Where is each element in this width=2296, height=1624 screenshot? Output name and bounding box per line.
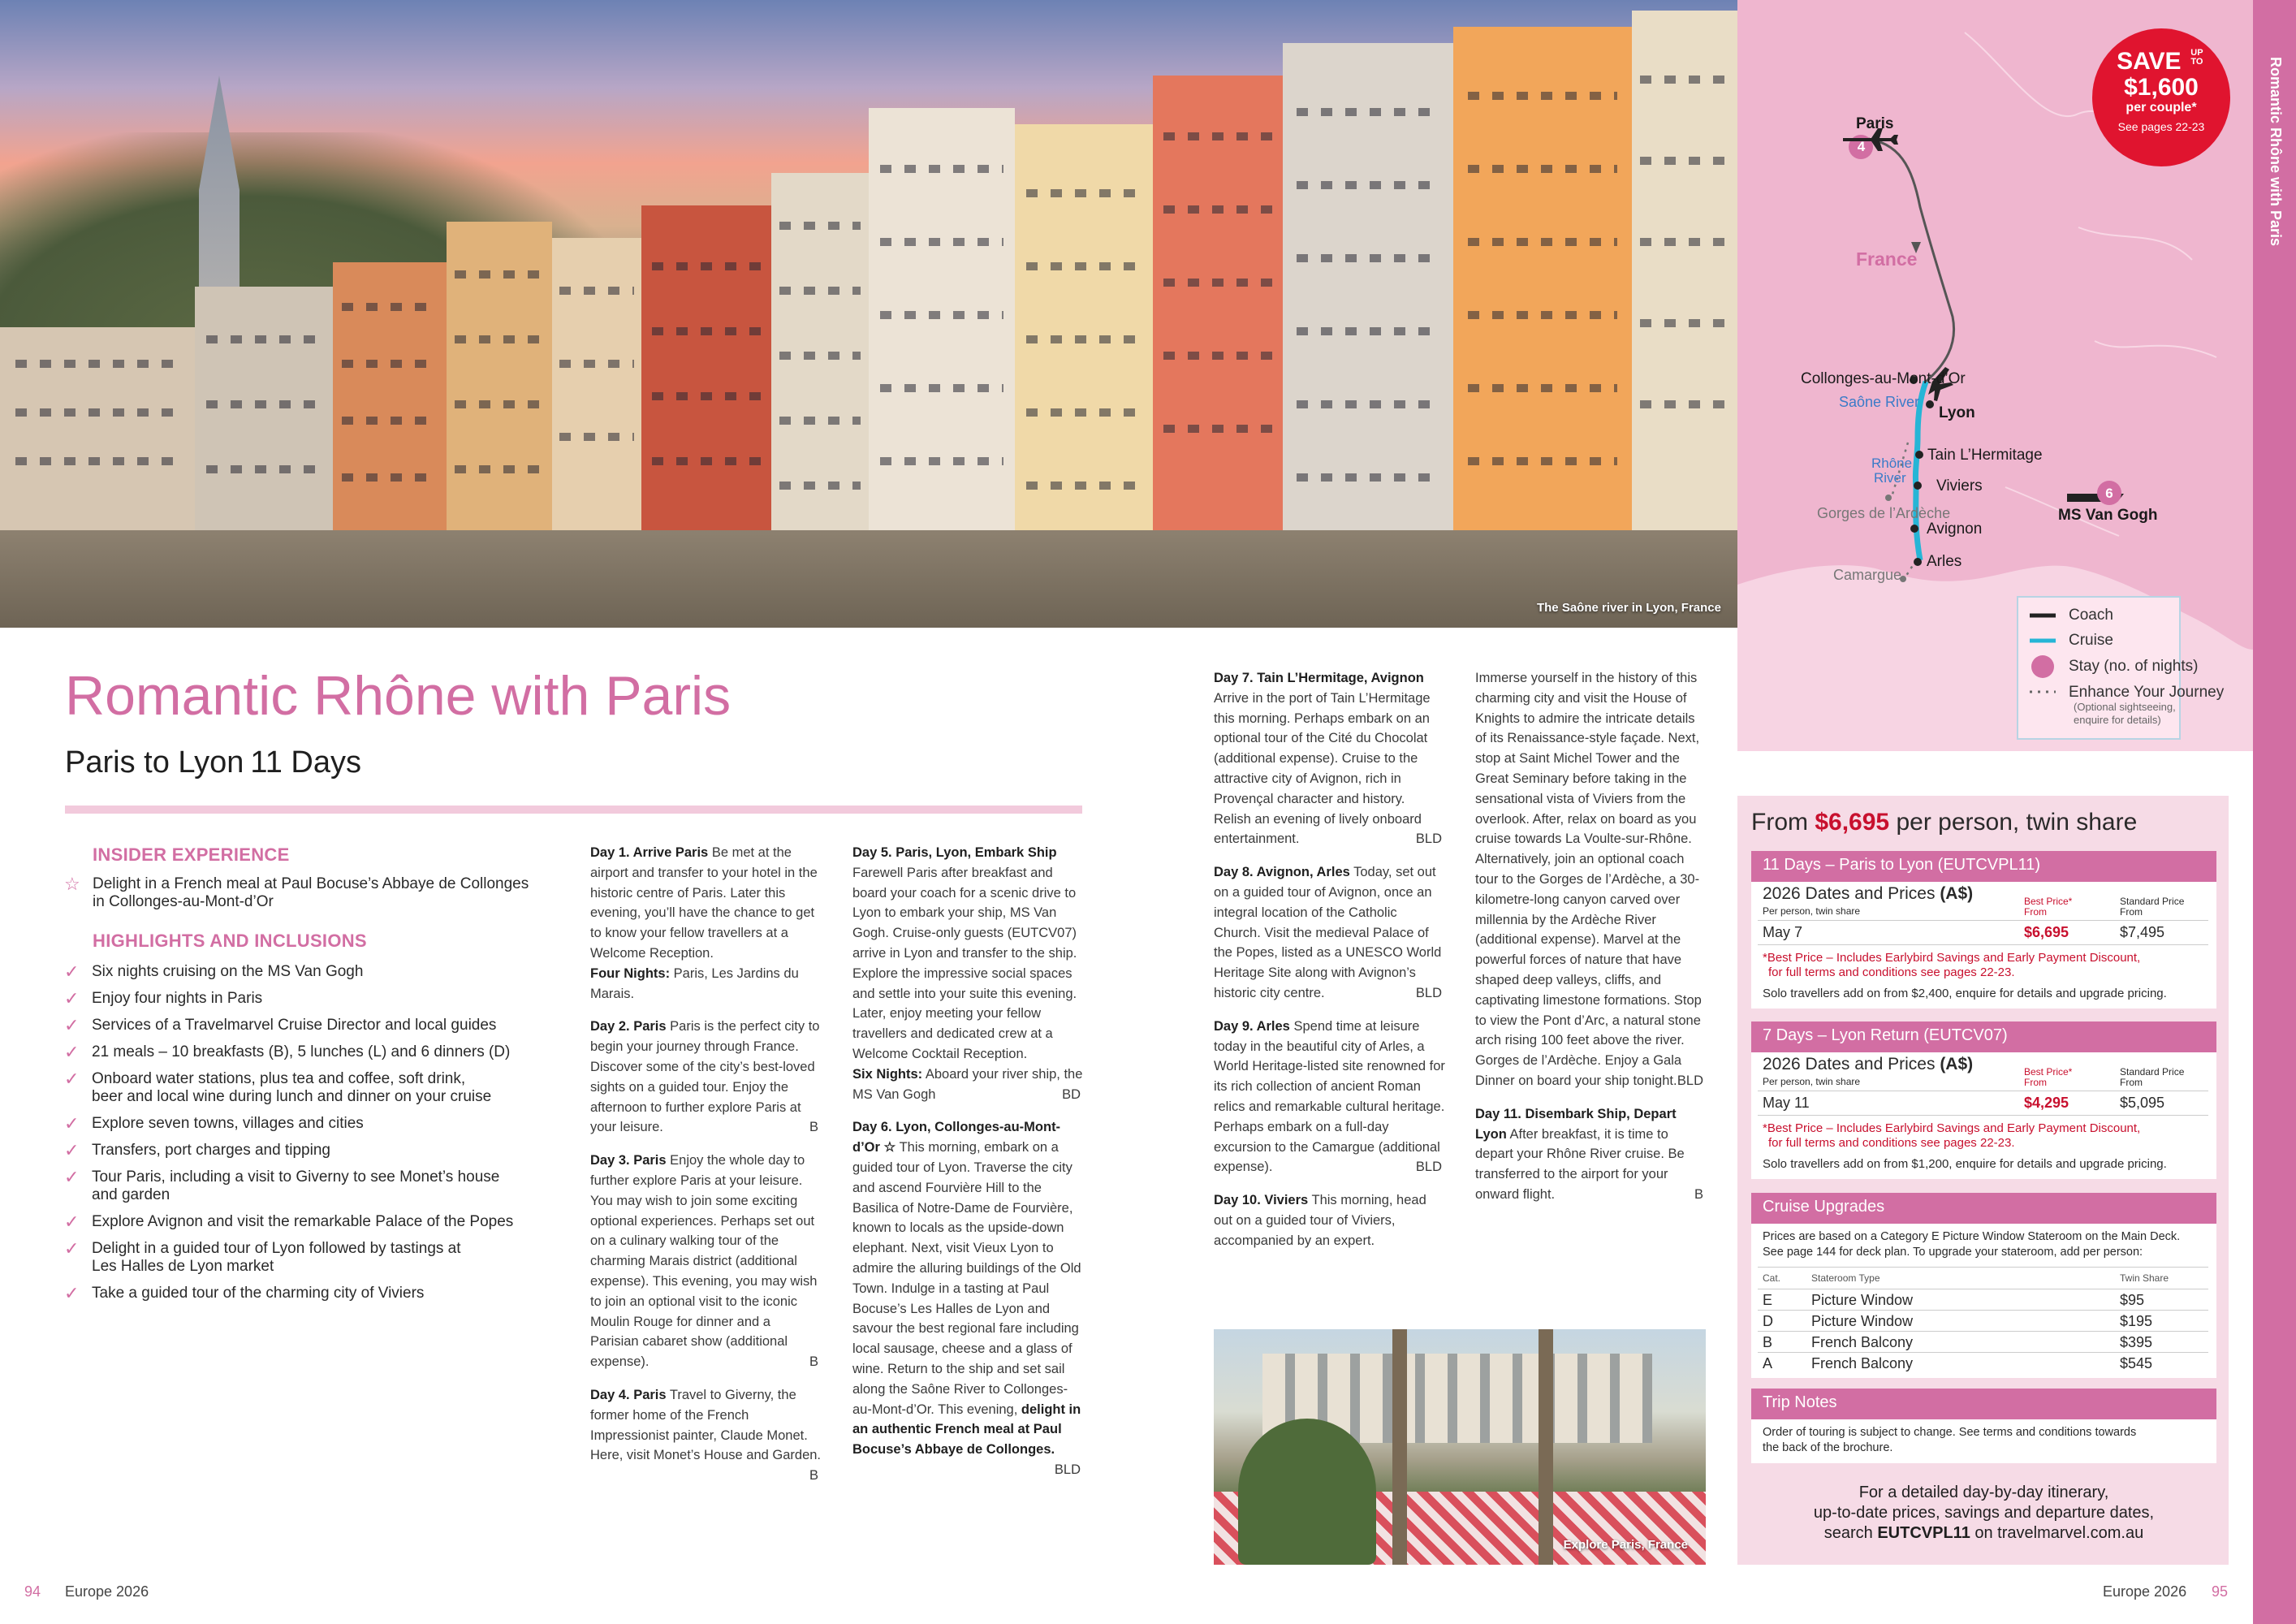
highlight-item: ✓ Take a guided tour of the charming city of Viviers bbox=[64, 1283, 425, 1303]
map-label-france: France bbox=[1856, 248, 1918, 270]
map-label-ship: MS Van Gogh bbox=[2058, 507, 2158, 524]
legend-enhance: Enhance Your Journey bbox=[2069, 684, 2225, 701]
insider-section bbox=[64, 844, 563, 1311]
check-icon: ✓ bbox=[64, 1042, 80, 1062]
trip1-best-from: From bbox=[2024, 906, 2047, 918]
trip2-note2: for full terms and conditions see pages 22-23. bbox=[1768, 1136, 2015, 1150]
trip1-solo: Solo travellers add on from $2,400, enquire for details and upgrade pricing. bbox=[1763, 987, 2167, 1000]
insider-heading: INSIDER EXPERIENCE bbox=[93, 844, 290, 865]
trip1-title: 11 Days – Paris to Lyon (EUTCVPL11) bbox=[1751, 851, 2216, 882]
map-label-rhone: Rhône bbox=[1871, 456, 1913, 471]
trip1-std-price: $7,495 bbox=[2120, 924, 2165, 940]
page-subtitle bbox=[65, 745, 361, 780]
map-label-collonges: Collonges-au-Mont-d’Or bbox=[1801, 370, 1966, 387]
left-page-number: 94 bbox=[24, 1583, 41, 1600]
day-text: This morning, head out on a guided tour of Viviers, accompanied by an expert. bbox=[1214, 1193, 1426, 1248]
trip1-pp: Per person, twin share bbox=[1763, 905, 1861, 917]
trip1-std-from: From bbox=[2120, 906, 2143, 918]
itinerary-col-2 bbox=[852, 843, 1084, 1480]
day-heading: Day 4. Paris bbox=[590, 1387, 667, 1402]
check-icon: ✓ bbox=[64, 1113, 80, 1134]
save-see: See pages 22-23 bbox=[2117, 120, 2205, 133]
map-label-avignon: Avignon bbox=[1927, 520, 1983, 538]
itinerary-col-1 bbox=[590, 843, 822, 1486]
subtitle-route: Paris to Lyon bbox=[65, 745, 244, 780]
itinerary-col-3 bbox=[1214, 668, 1445, 1264]
upgrades-head-type: Stateroom Type bbox=[1811, 1272, 1880, 1284]
check-icon: ✓ bbox=[64, 961, 80, 982]
upgrade-row: B French Balcony $395 bbox=[1758, 1331, 2208, 1352]
right-footer-label: Europe 2026 bbox=[2103, 1583, 2187, 1600]
section-tab-label: Romantic Rhône with Paris bbox=[2268, 57, 2284, 247]
stay-detail: delight in an authentic French meal at Paul Bocuse’s Abbaye de Collonges. bbox=[852, 1402, 1081, 1458]
save-upto: UP TO bbox=[2190, 48, 2203, 67]
map-label-camargue: Camargue bbox=[1833, 567, 1902, 583]
map-label-gorges: Gorges de l’Ardèche bbox=[1817, 505, 1951, 521]
check-icon: ✓ bbox=[64, 1140, 80, 1160]
map-label-river: River bbox=[1874, 470, 1906, 486]
trip1-note1: *Best Price – Includes Earlybird Savings and Early Payment Discount, bbox=[1763, 951, 2141, 965]
highlight-item: ✓ Enjoy four nights in Paris bbox=[64, 988, 263, 1009]
day-text: Farewell Paris after breakfast and board your coach for a scenic drive to Lyon to embark your ship, MS Van Gogh. Cruise-only guests (EUTCV07) arrive in Lyon and transfer to the ship. Explore the impressive social spaces and settle into your suite this evening. Later, enjoy meeting your fellow travellers and dedicated crew at a Welcome Cocktail Reception. bbox=[852, 865, 1077, 1061]
highlight-item: ✓ Onboard water stations, plus tea and coffee, soft drink, beer and local wine during lunch and dinner on your cruise bbox=[64, 1069, 492, 1105]
day-text: Enjoy the whole day to further explore Paris at your leisure. You may wish to join some exciting optional experiences. Perhaps set out on a culinary walking tour of the charming Marais district (additional expense). This evening, you may wish to join an optional visit to the iconic Moulin Rouge for dinner and a Parisian cabaret show (additional expense). bbox=[590, 1153, 818, 1370]
meal-code: BLD bbox=[1415, 831, 1442, 847]
highlight-item: ✓ 21 meals – 10 breakfasts (B), 5 lunches (L) and 6 dinners (D) bbox=[64, 1042, 511, 1062]
from-price: $6,695 bbox=[1815, 809, 1890, 836]
itinerary-col-4 bbox=[1475, 668, 1707, 1218]
upgrades-head-cat: Cat. bbox=[1763, 1272, 1781, 1284]
stay-label: Four Nights: bbox=[590, 965, 671, 981]
day-heading: Day 10. Viviers bbox=[1214, 1193, 1309, 1208]
day-text: Spend time at leisure today in the beautiful city of Arles, a World Heritage-listed site renowned for its rich collection of ancient Roman relics and remarkable cultural heritage. Perhaps embark on a full-day excursion to the Camargue (additional expense). bbox=[1214, 1018, 1445, 1175]
trip1-best-price: $6,695 bbox=[2024, 924, 2069, 940]
upgrade-row: A French Balcony $545 bbox=[1758, 1352, 2208, 1373]
highlight-item: ✓ Transfers, port charges and tipping bbox=[64, 1140, 330, 1160]
itinerary-day bbox=[1214, 668, 1445, 849]
stay-label: Six Nights: bbox=[852, 1066, 923, 1082]
star-icon: ☆ bbox=[64, 874, 80, 894]
highlight-item: ✓ Tour Paris, including a visit to Giverny to see Monet’s house and garden bbox=[64, 1167, 500, 1203]
trip-code: EUTCVPL11 bbox=[1877, 1524, 1970, 1542]
legend-enhance-note2: enquire for details) bbox=[2074, 714, 2161, 726]
save-badge bbox=[2092, 49, 2230, 133]
day-heading: Day 2. Paris bbox=[590, 1019, 667, 1034]
meal-code: B bbox=[809, 1354, 818, 1370]
cafe-caption: Explore Paris, France bbox=[1563, 1538, 1688, 1552]
map-badge-paris: 4 bbox=[1857, 139, 1866, 154]
legend-coach: Coach bbox=[2069, 607, 2113, 624]
day-heading: Day 5. Paris, Lyon, Embark Ship bbox=[852, 845, 1057, 860]
cafe-photo bbox=[1214, 1329, 1706, 1565]
trip2-solo: Solo travellers add on from $1,200, enquire for details and upgrade pricing. bbox=[1763, 1157, 2167, 1171]
trip2-std-from: From bbox=[2120, 1077, 2143, 1088]
meal-code: BLD bbox=[1415, 1160, 1442, 1175]
insider-item: ☆ Delight in a French meal at Paul Bocuse’s Abbaye de Collonges in Collonges-au-Mont-d’Or bbox=[64, 874, 529, 910]
page-title: Romantic Rhône with Paris bbox=[65, 665, 732, 727]
map-label-paris: Paris bbox=[1856, 115, 1894, 132]
check-icon: ✓ bbox=[64, 1069, 80, 1089]
highlight-item: ✓ Delight in a guided tour of Lyon followed by tastings at Les Halles de Lyon market bbox=[64, 1238, 461, 1275]
day-text: After breakfast, it is time to depart your Rhône River cruise. Be transferred to the airport for your onward flight. bbox=[1475, 1126, 1685, 1202]
trip2-best-label: Best Price* bbox=[2024, 1066, 2073, 1078]
trip2-std-label: Standard Price bbox=[2120, 1066, 2185, 1078]
meal-code: BLD bbox=[1054, 1462, 1081, 1477]
save-label: SAVE bbox=[2117, 48, 2182, 75]
trip1-dates-label: 2026 Dates and Prices (A$) bbox=[1763, 884, 1974, 903]
trip1-best-label: Best Price* bbox=[2024, 896, 2073, 907]
subtitle-days: 11 Days bbox=[250, 745, 361, 780]
map-label-lyon: Lyon bbox=[1939, 404, 1975, 421]
upgrades-head-share: Twin Share bbox=[2120, 1272, 2169, 1284]
itinerary-day bbox=[590, 843, 822, 1004]
itinerary-day bbox=[1214, 1017, 1445, 1177]
hero-photo bbox=[0, 0, 1737, 628]
itinerary-day bbox=[1214, 862, 1445, 1004]
trip2-std-price: $5,095 bbox=[2120, 1095, 2165, 1111]
map-label-viviers: Viviers bbox=[1936, 477, 1983, 495]
itinerary-day bbox=[590, 1385, 822, 1484]
upgrades-title: Cruise Upgrades bbox=[1751, 1193, 2216, 1224]
upgrades-rows bbox=[1758, 1289, 2208, 1373]
day-heading: Day 9. Arles bbox=[1214, 1018, 1290, 1034]
meal-code: BLD bbox=[1677, 1073, 1703, 1088]
itinerary-day bbox=[1214, 1190, 1445, 1250]
meal-code: B bbox=[809, 1468, 818, 1484]
notes-line1: Order of touring is subject to change. See terms and conditions towards bbox=[1763, 1426, 2137, 1439]
meal-code: B bbox=[1694, 1186, 1703, 1202]
notes-line2: the back of the brochure. bbox=[1763, 1441, 1893, 1454]
highlight-item: ✓ Services of a Travelmarvel Cruise Director and local guides bbox=[64, 1015, 497, 1035]
check-icon: ✓ bbox=[64, 1212, 80, 1232]
day-text: Paris is the perfect city to begin your journey through France. Discover some of the city’s best-loved sights on a guided tour. Enjoy the afternoon to further explore Paris at your leisure. bbox=[590, 1019, 820, 1135]
map-label-arles: Arles bbox=[1927, 553, 1962, 570]
day-text: Immerse yourself in the history of this charming city and visit the House of Knights to admire the intricate details of its Renaissance-style façade. Next, stop at Saint Michel Tower and the Great Seminary before taking in the sensational vista of Viviers from the overlook. After, relax on board as you cruise towards La Voulte-sur-Rhône. Alternatively, join an optional coach tour to the Gorges de l’Ardèche, a 30-kilometre-long canyon carved over millennia by the Ardèche River (additional expense). Marvel at the powerful forces of nature that have shaped deep valleys, cliffs, and captivating limestone formations. Stop to view the Pont d’Arc, a natural stone arch rising 100 feet above the river. Gorges de l’Ardèche. Enjoy a Gala Dinner on board your ship tonight. bbox=[1475, 671, 1702, 1088]
highlight-item: ✓ Six nights cruising on the MS Van Gogh bbox=[64, 961, 364, 982]
title-rule bbox=[65, 806, 1082, 814]
check-icon: ✓ bbox=[64, 988, 80, 1009]
day-text: Arrive in the port of Tain L’Hermitage this morning. Perhaps embark on an optional tour of the Cité du Chocolat (additional expense). Cruise to the attractive city of Avignon, rich in Provençal character and history. Relish an evening of lively onboard entertainment. bbox=[1214, 690, 1431, 847]
highlight-item: ✓ Explore Avignon and visit the remarkable Palace of the Popes bbox=[64, 1212, 514, 1232]
day-text: This morning, embark on a guided tour of Lyon. Traverse the city and ascend Fourvière Hill to the Basilica of Notre-Dame de Fourvière, known to locals as the upside-down elephant. Next, visit Vieux Lyon to admire the alluring buildings of the Old Town. Indulge in a tasting at Paul Bocuse’s Les Halles de Lyon and savour the best regional fare including local sausage, cheese and a glass of wine. Return to the ship and set sail along the Saône River to Collonges-au-Mont-d’Or. This evening, bbox=[852, 1140, 1081, 1417]
itinerary-day bbox=[852, 1117, 1084, 1477]
day-heading: Day 11. Disembark Ship, Depart Lyon bbox=[1475, 1106, 1677, 1142]
upgrade-row: E Picture Window $95 bbox=[1758, 1289, 2208, 1310]
map-label-saone: Saône River bbox=[1839, 394, 1920, 410]
cta-text: For a detailed day-by-day itinerary, up-to-date prices, savings and departure dates, search EUTCVPL11 on travelmarvel.com.au bbox=[1813, 1484, 2155, 1542]
highlights-list bbox=[64, 963, 535, 1302]
legend-enhance-note1: (Optional sightseeing, bbox=[2074, 701, 2176, 713]
map-badge-ship: 6 bbox=[2105, 486, 2113, 501]
trip1-date: May 7 bbox=[1763, 924, 1803, 940]
trip2-title: 7 Days – Lyon Return (EUTCV07) bbox=[1751, 1021, 2216, 1052]
upgrades-intro2: See page 144 for deck plan. To upgrade your stateroom, add per person: bbox=[1763, 1246, 2143, 1259]
day-heading: Day 1. Arrive Paris bbox=[590, 845, 709, 860]
highlight-item: ✓ Explore seven towns, villages and cities bbox=[64, 1113, 364, 1134]
legend-stay: Stay (no. of nights) bbox=[2069, 658, 2199, 675]
check-icon: ✓ bbox=[64, 1015, 80, 1035]
day-heading: Day 6. Lyon, Collonges-au-Mont-d’Or ☆ bbox=[852, 1120, 1061, 1155]
meal-code: BD bbox=[1062, 1086, 1081, 1102]
legend-cruise: Cruise bbox=[2069, 632, 2113, 649]
trip2-note1: *Best Price – Includes Earlybird Savings and Early Payment Discount, bbox=[1763, 1121, 2141, 1135]
upgrade-row: D Picture Window $195 bbox=[1758, 1310, 2208, 1331]
day-heading: Day 3. Paris bbox=[590, 1153, 667, 1168]
day-heading: Day 8. Avignon, Arles bbox=[1214, 865, 1350, 880]
stay-detail: Paris, Les Jardins du Marais. bbox=[590, 965, 799, 1001]
trip1-std-label: Standard Price bbox=[2120, 896, 2185, 907]
check-icon: ✓ bbox=[64, 1167, 80, 1187]
meal-code: B bbox=[809, 1120, 818, 1135]
trip2-dates-label: 2026 Dates and Prices (A$) bbox=[1763, 1055, 1974, 1073]
highlights-heading: HIGHLIGHTS AND INCLUSIONS bbox=[93, 931, 367, 951]
route-map bbox=[1737, 0, 2253, 751]
save-amount: $1,600 bbox=[2124, 74, 2199, 101]
day-text: Travel to Giverny, the former home of the French Impressionist painter, Claude Monet. Here, visit Monet’s House and Garden. bbox=[590, 1387, 822, 1463]
day-heading: Day 7. Tain L’Hermitage, Avignon bbox=[1214, 671, 1424, 685]
meal-code: BLD bbox=[1415, 985, 1442, 1000]
map-label-tain: Tain L’Hermitage bbox=[1927, 447, 2043, 464]
left-footer-label: Europe 2026 bbox=[65, 1583, 149, 1600]
trip2-pp: Per person, twin share bbox=[1763, 1076, 1861, 1087]
trip2-best-from: From bbox=[2024, 1077, 2047, 1088]
save-per: per couple* bbox=[2126, 101, 2197, 114]
upgrades-intro1: Prices are based on a Category E Picture Window Stateroom on the Main Deck. bbox=[1763, 1230, 2181, 1243]
trip2-date: May 11 bbox=[1763, 1095, 1810, 1111]
notes-title: Trip Notes bbox=[1751, 1389, 2216, 1419]
itinerary-day bbox=[590, 1017, 822, 1138]
day-text: Be met at the airport and transfer to your hotel in the historic centre of Paris. Later this evening, you’ll have the chance to get to know your fellow travellers at a Welcome Reception. bbox=[590, 845, 818, 961]
trip1-note2: for full terms and conditions see pages 22-23. bbox=[1768, 965, 2015, 979]
day-text: Today, set out on a guided tour of Avignon, once an integral location of the Catholic Church. Visit the medieval Palace of the Popes, listed as a UNESCO World Heritage Site along with Avignon’s historic city centre. bbox=[1214, 865, 1442, 1000]
itinerary-day bbox=[852, 843, 1084, 1104]
from-price-line: From $6,695 per person, twin share bbox=[1751, 809, 2138, 836]
itinerary-day bbox=[1475, 668, 1707, 1091]
check-icon: ✓ bbox=[64, 1238, 80, 1259]
stay-detail: Aboard your river ship, the MS Van Gogh bbox=[852, 1066, 1083, 1102]
right-page-number: 95 bbox=[2212, 1583, 2229, 1600]
itinerary-day bbox=[590, 1151, 822, 1372]
itinerary-day bbox=[1475, 1104, 1707, 1205]
check-icon: ✓ bbox=[64, 1283, 80, 1303]
hero-caption: The Saône river in Lyon, France bbox=[1536, 601, 1721, 615]
trip2-best-price: $4,295 bbox=[2024, 1095, 2069, 1111]
